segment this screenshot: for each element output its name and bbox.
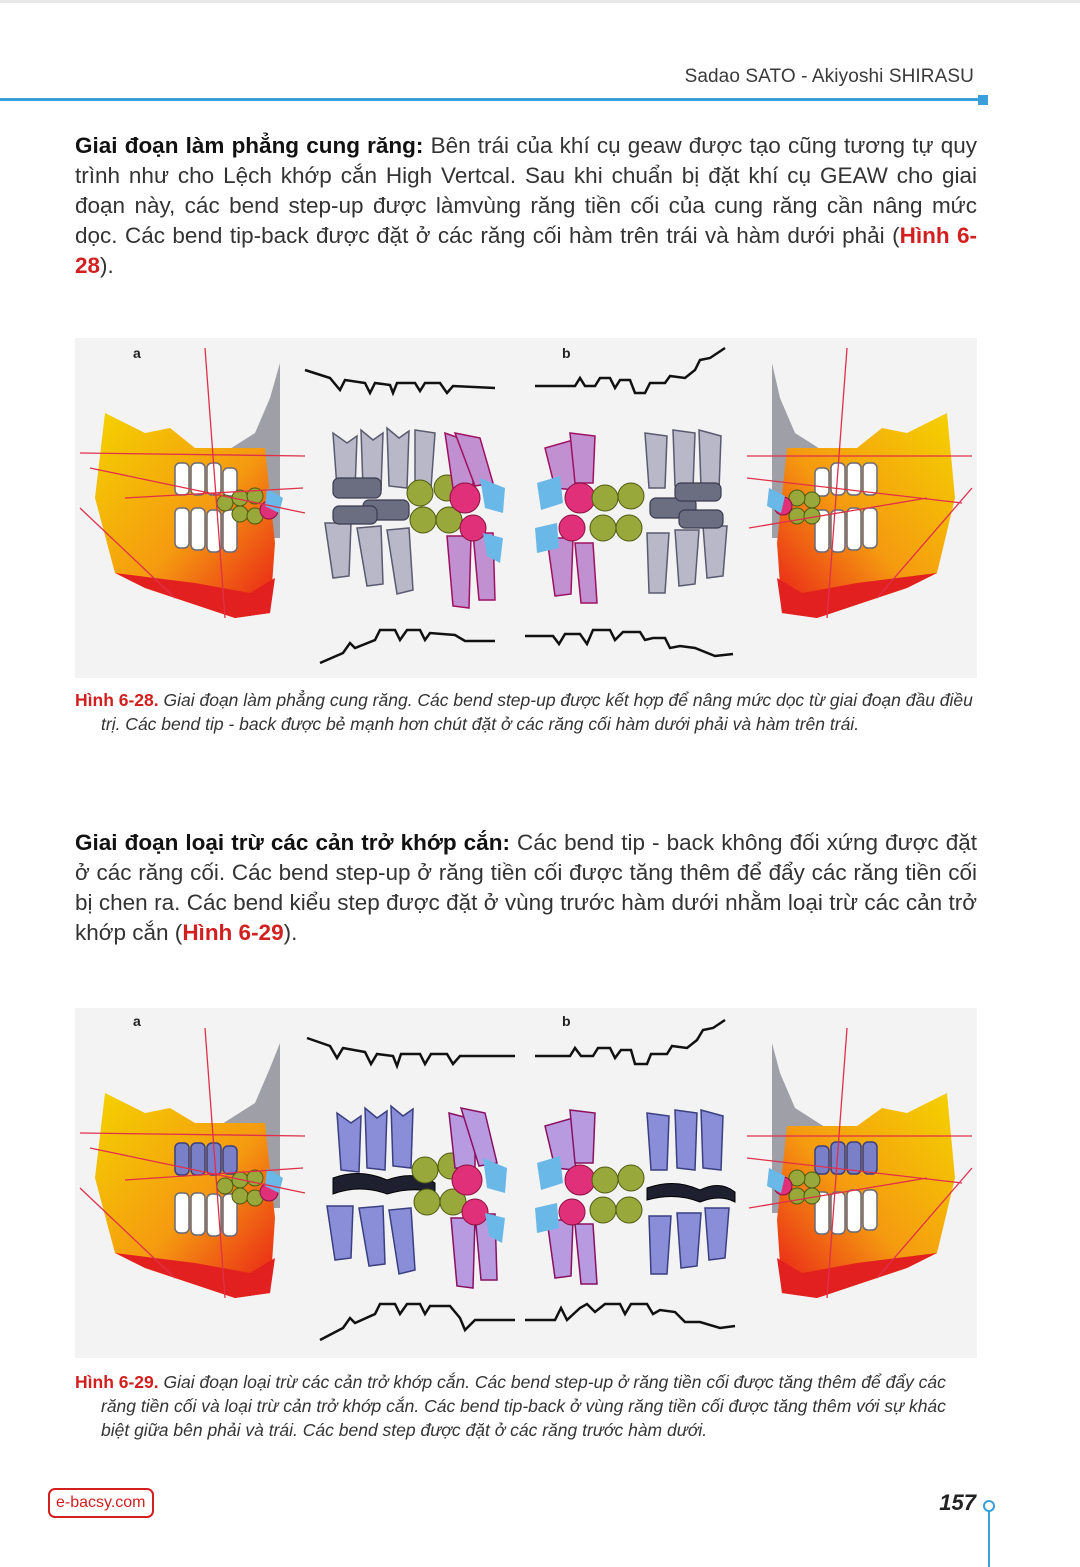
header-rule [0,98,985,101]
header-rule-marker [978,95,988,105]
page-number: 157 [939,1490,976,1515]
caption-text: Giai đoạn loại trừ các cản trở khớp cắn. Các bend step-up ở răng tiền cối được tăng thêm để đẩy các răng tiền cối và loại trừ cản trở khớp cắn. Các bend tip-back ở vùng răng tiền cối được tăng thêm với sự khác biệt giữa bên phải và trái. Các bend step được đặt ở các răng trước hàm dưới. [101,1372,946,1440]
panel-label-b: b [562,345,571,361]
figure-6-28 [75,338,977,678]
panel-label-b: b [562,1013,571,1029]
paragraph-interference-stage [75,828,977,948]
panel-label-a: a [133,1013,141,1029]
figure-6-29 [75,1008,977,1358]
dental-diagram-6-28 [75,338,977,678]
caption-6-29 [75,1370,977,1442]
figure-reference-link[interactable]: Hình 6-29 [182,920,284,945]
caption-label: Hình 6-29. [75,1372,159,1392]
paragraph-text: Các bend tip - back không đối xứng được đặt ở các răng cối. Các bend step-up ở răng tiền cối được tăng thêm để đẩy các răng tiền cối bị chen ra. Các bend kiểu step được đặt ở vùng trước hàm dưới nhằm loại trừ các cản trở khớp cắn ( [75,830,978,945]
caption-text: Giai đoạn làm phẳng cung răng. Các bend step-up được kết hợp để nâng mức dọc từ giai đoạn đầu điều trị. Các bend tip - back được bẻ mạnh hơn chút đặt ở các răng cối hàm dưới phải và hàm trên trái. [101,690,973,734]
heading-flattening: Giai đoạn làm phẳng cung răng: [75,133,424,158]
footer-rule [988,1510,990,1567]
figure-reference-link[interactable]: Hình 6-28 [75,223,977,278]
paragraph-tail: ). [100,253,114,278]
caption-label: Hình 6-28. [75,690,159,710]
top-edge [0,0,1080,3]
panel-label-a: a [133,345,141,361]
footer-rule-marker [983,1500,995,1512]
heading-interference: Giai đoạn loại trừ các cản trở khớp cắn: [75,830,510,855]
footer-site-link[interactable]: e-bacsy.com [48,1488,154,1518]
dental-diagram-6-29 [75,1008,977,1358]
header-author: Sadao SATO - Akiyoshi SHIRASU [684,66,974,87]
paragraph-text: Bên trái của khí cụ geaw được tạo cũng tương tự quy trình như cho Lệch khớp cắn High Vertcal. Sau khi chuẩn bị đặt khí cụ GEAW cho giai đoạn này, các bend step-up được làmvùng răng tiền cối của cung răng cần nâng mức dọc. Các bend tip-back được đặt ở các răng cối hàm trên trái và hàm dưới phải ( [75,133,977,248]
paragraph-flattening-stage [75,131,977,281]
caption-6-28 [75,688,977,736]
paragraph-tail: ). [283,920,298,945]
